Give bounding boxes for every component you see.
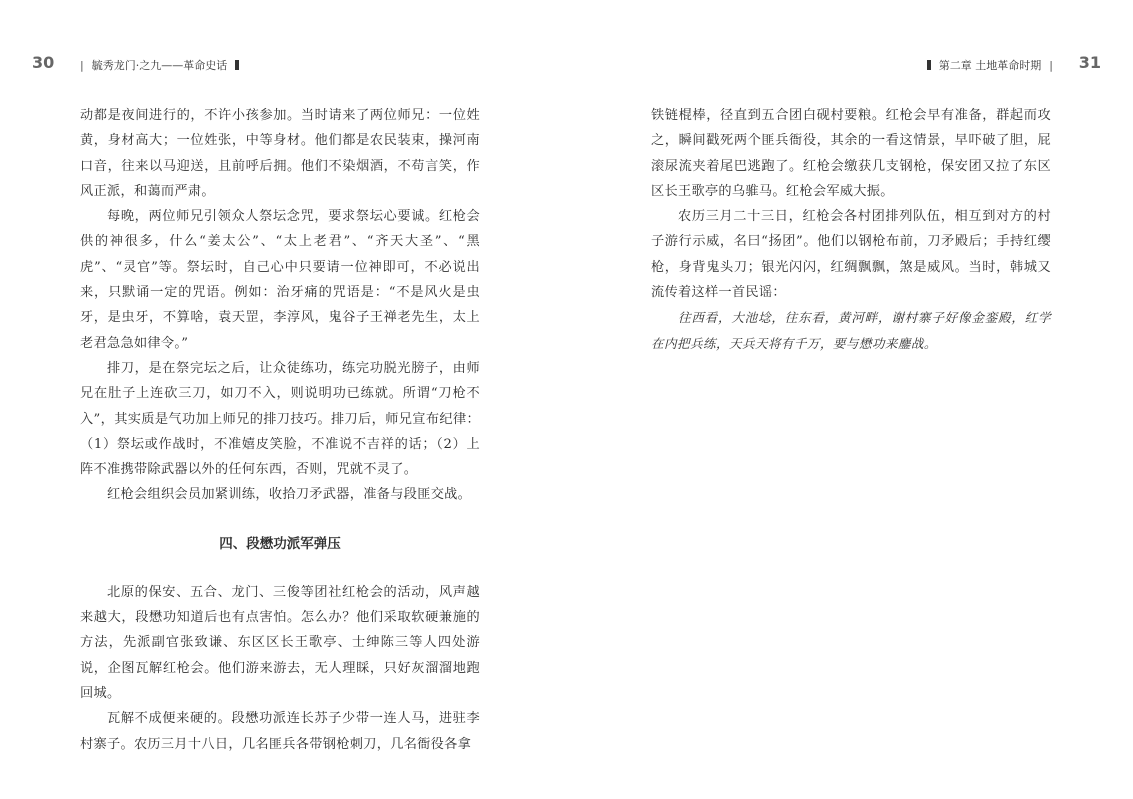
paragraph: 红枪会组织会员加紧训练，收拾刀矛武器，准备与段匪交战。: [107, 487, 472, 503]
block-mark-icon: [927, 60, 931, 70]
paragraph: 农历三月二十三日，红枪会各村团排列队伍，相互到对方的村子游行示威，名曰“扬团”。他们以钢枪布前，刀矛殿后；手持红缨枪，身背鬼头刀；银光闪闪，红绸飘飘，煞是威风。当时，韩城又流传着这样一首民谣：: [651, 209, 1051, 301]
paragraph: 每晚，两位师兄引领众人祭坛念咒，要求祭坛心要诚。红枪会供的神很多，什么“姜太公”、“太上老君”、“齐天大圣”、“黑虎”、“灵官”等。祭坛时，自己心中只要请一位神即可，不必说出来，只默诵一定的咒语。例如：治牙痛的咒语是：“不是风火是虫牙，是虫牙，不算啥，袁天罡，李淳风，鬼谷子王禅老先生，太上老君急急如律令。”: [80, 209, 480, 351]
left-page: [0, 0, 566, 799]
block-mark-icon: [235, 60, 239, 70]
paragraph: 铁链棍棒，径直到五合团白砚村要粮。红枪会早有准备，群起而攻之，瞬间戳死两个匪兵衙役，其余的一看这情景，早吓破了胆，屁滚尿流夹着尾巴逃跑了。红枪会缴获几支钢枪，保安团又拉了东区区长王歌亭的乌骓马。红枪会军威大振。: [651, 108, 1051, 199]
running-header-text: 毓秀龙门·之九——革命史话: [91, 59, 228, 72]
page-number: 30: [32, 53, 55, 72]
separator-bar: |: [80, 58, 84, 72]
right-page: [566, 0, 1133, 799]
right-text-column: [651, 103, 1051, 356]
running-header: [927, 57, 1053, 73]
left-text-column: [80, 103, 480, 757]
section-heading: 四、段懋功派军弹压: [219, 535, 341, 552]
folk-verse: 往西看，大池埝，往东看，黄河畔，谢村寨子好像金銮殿，红学在内把兵练，天兵天将有千万，要与懋功来鏖战。: [651, 310, 1051, 351]
separator-bar: |: [1049, 58, 1053, 72]
paragraph: 北原的保安、五合、龙门、三俊等团社红枪会的活动，风声越来越大，段懋功知道后也有点害怕。怎么办？他们采取软硬兼施的方法，先派副官张致谦、东区区长王歌亭、士绅陈三等人四处游说，企图瓦解红枪会。他们游来游去，无人理睬，只好灰溜溜地跑回城。: [80, 584, 480, 701]
running-header: [80, 57, 239, 73]
page-number: 31: [1078, 53, 1101, 72]
paragraph: 瓦解不成便来硬的。段懋功派连长苏子少带一连人马，进驻李村寨子。农历三月十八日，几名匪兵各带钢枪刺刀，几名衙役各拿: [80, 711, 480, 752]
running-header-text: 第二章 土地革命时期: [938, 59, 1042, 72]
paragraph: 排刀，是在祭完坛之后，让众徒练功，练完功脱光膀子，由师兄在肚子上连砍三刀，如刀不入，则说明功已练就。所谓“刀枪不入”，其实质是气功加上师兄的排刀技巧。排刀后，师兄宣布纪律：（1）祭坛或作战时，不准嬉皮笑脸，不准说不吉祥的话；（2）上阵不准携带除武器以外的任何东西，否则，咒就不灵了。: [80, 360, 480, 478]
paragraph: 动都是夜间进行的，不许小孩参加。当时请来了两位师兄：一位姓黄，身材高大；一位姓张，中等身材。他们都是农民装束，操河南口音，往来以马迎送，且前呼后拥。他们不染烟酒，不苟言笑，作风正派，和蔼而严肃。: [80, 108, 480, 199]
